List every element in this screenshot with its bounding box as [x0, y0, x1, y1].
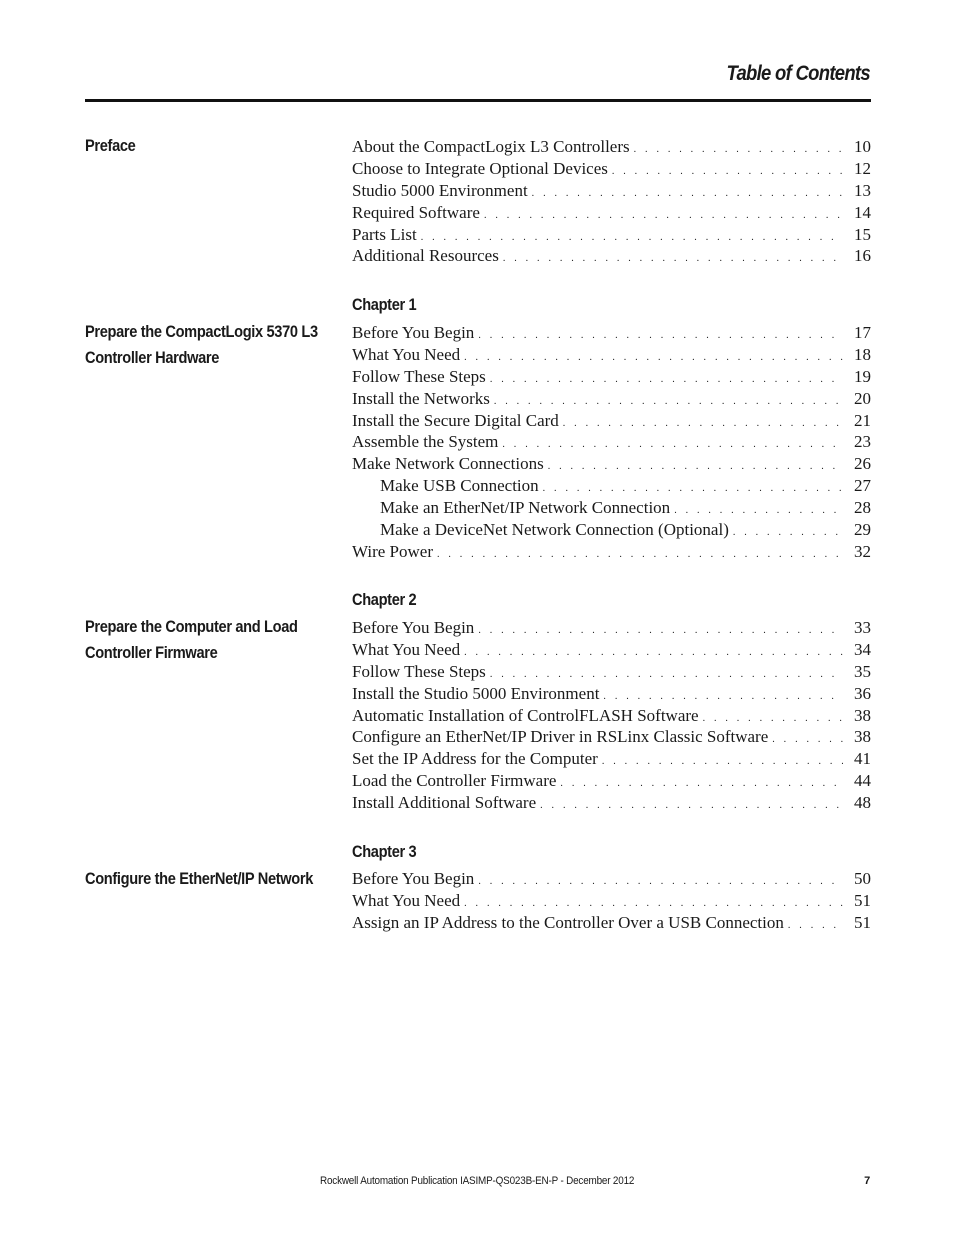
toc-entry-title: Assemble the System [352, 432, 499, 452]
dot-leader [490, 664, 843, 683]
toc-entry-title: Make a DeviceNet Network Connection (Optional) [380, 520, 729, 540]
section-heading-line: Prepare the CompactLogix 5370 L3 [85, 322, 318, 341]
toc-entry-title: What You Need [352, 639, 461, 659]
toc-entry-title: Assign an IP Address to the Controller Over a USB Connection [352, 912, 784, 932]
page-number: 7 [864, 1175, 870, 1187]
toc-entry-page: 18 [854, 344, 871, 364]
toc-entry-page: 14 [854, 202, 871, 222]
toc-entry[interactable] [352, 617, 871, 639]
toc-entry[interactable] [352, 792, 871, 814]
toc-entry-page: 16 [854, 246, 871, 266]
dot-leader [437, 544, 843, 563]
section-heading [85, 866, 314, 892]
toc-entry-page: 41 [854, 749, 871, 769]
toc-entry-title: Studio 5000 Environment [352, 180, 528, 200]
dot-leader [503, 248, 843, 267]
dot-leader [603, 686, 843, 705]
section-heading-line: Controller Firmware [85, 643, 218, 662]
toc-list [352, 136, 871, 267]
section-heading [85, 319, 318, 371]
dot-leader [478, 871, 843, 890]
toc-entry-title: Parts List [352, 224, 417, 244]
toc-entry[interactable] [352, 639, 871, 661]
toc-entry[interactable] [352, 224, 871, 246]
toc-entry-title: Make Network Connections [352, 454, 544, 474]
toc-entry-page: 36 [854, 683, 871, 703]
toc-entry-title: What You Need [352, 344, 461, 364]
toc-entry-page: 29 [854, 520, 871, 540]
toc-entry-title: Install the Studio 5000 Environment [352, 683, 600, 703]
toc-entry-title: Follow These Steps [352, 366, 486, 386]
toc-entry-title: Choose to Integrate Optional Devices [352, 158, 608, 178]
toc-entry-page: 20 [854, 388, 871, 408]
toc-entry[interactable] [352, 366, 871, 388]
dot-leader [464, 893, 843, 912]
toc-entry-page: 51 [854, 890, 871, 910]
toc-list [352, 868, 871, 934]
toc-entry-title: Install the Secure Digital Card [352, 410, 559, 430]
toc-entry-page: 15 [854, 224, 871, 244]
toc-entry[interactable] [352, 136, 871, 158]
toc-entry[interactable] [352, 661, 871, 683]
toc-entry-title: Configure an EtherNet/IP Driver in RSLinx Classic Software [352, 727, 769, 747]
dot-leader [612, 161, 843, 180]
toc-entry-title: Load the Controller Firmware [352, 771, 557, 791]
toc-entry-title: Install Additional Software [352, 793, 537, 813]
toc-entry-title: Wire Power [352, 541, 433, 561]
toc-entry[interactable] [352, 541, 871, 563]
dot-leader [563, 413, 843, 432]
toc-entry-page: 50 [854, 869, 871, 888]
toc-entry[interactable] [352, 322, 871, 344]
dot-leader [532, 183, 843, 202]
dot-leader [602, 751, 843, 770]
toc-entry[interactable] [352, 180, 871, 202]
toc-entry-title: Required Software [352, 202, 480, 222]
dot-leader [733, 522, 843, 541]
toc-entry-title: Make USB Connection [380, 476, 539, 496]
dot-leader [484, 205, 843, 224]
dot-leader [464, 642, 843, 661]
section-heading-line: Preface [85, 136, 136, 155]
toc-entry-page: 10 [854, 137, 871, 156]
dot-leader [543, 478, 843, 497]
toc-entry[interactable] [352, 344, 871, 366]
toc-entry[interactable] [352, 497, 871, 519]
chapter-label: Chapter 2 [352, 590, 417, 609]
toc-entry-page: 28 [854, 498, 871, 518]
section-heading-line: Configure the EtherNet/IP Network [85, 869, 314, 888]
toc-entry[interactable] [352, 705, 871, 727]
toc-entry[interactable] [352, 475, 871, 497]
toc-entry-title: Additional Resources [352, 246, 499, 266]
publication-info: Rockwell Automation Publication IASIMP-QS023B-EN-P - December 2012 [320, 1175, 635, 1187]
toc-entry[interactable] [352, 726, 871, 748]
toc-list [352, 617, 871, 814]
dot-leader [502, 434, 843, 453]
toc-entry-page: 21 [854, 410, 871, 430]
toc-entry[interactable] [352, 410, 871, 432]
toc-entry[interactable] [352, 519, 871, 541]
toc-entry-page: 48 [854, 793, 871, 813]
dot-leader [772, 729, 843, 748]
toc-entry[interactable] [352, 388, 871, 410]
toc-entry-page: 51 [854, 912, 871, 932]
dot-leader [674, 500, 843, 519]
toc-entry-page: 27 [854, 476, 871, 496]
toc-entry-page: 38 [854, 705, 871, 725]
toc-entry-page: 12 [854, 158, 871, 178]
toc-list [352, 322, 871, 563]
toc-entry-page: 23 [854, 432, 871, 452]
dot-leader [703, 708, 843, 727]
toc-entry[interactable] [352, 748, 871, 770]
section-heading [85, 614, 300, 666]
toc-entry-page: 33 [854, 618, 871, 637]
toc-entry-title: Before You Begin [352, 869, 475, 888]
section-heading [85, 133, 300, 159]
page-title: Table of Contents [726, 62, 870, 85]
section-heading-line: Prepare the Computer and Load [85, 617, 298, 636]
toc-entry-title: What You Need [352, 890, 461, 910]
toc-entry-page: 26 [854, 454, 871, 474]
chapter-label: Chapter 1 [352, 295, 417, 314]
toc-entry-title: Before You Begin [352, 323, 475, 342]
toc-entry-page: 34 [854, 639, 871, 659]
toc-entry-page: 44 [854, 771, 871, 791]
toc-entry[interactable] [352, 158, 871, 180]
dot-leader [421, 227, 843, 246]
dot-leader [478, 325, 843, 344]
toc-entry[interactable] [352, 202, 871, 224]
dot-leader [634, 139, 843, 158]
toc-entry[interactable] [352, 453, 871, 475]
toc-entry[interactable] [352, 912, 871, 934]
toc-entry-title: Install the Networks [352, 388, 490, 408]
toc-entry-title: About the CompactLogix L3 Controllers [352, 137, 630, 156]
dot-leader [540, 795, 843, 814]
toc-entry-page: 35 [854, 661, 871, 681]
toc-entry[interactable] [352, 245, 871, 267]
toc-entry-page: 38 [854, 727, 871, 747]
chapter-label: Chapter 3 [352, 842, 417, 861]
toc-entry-title: Before You Begin [352, 618, 475, 637]
header-rule [85, 99, 871, 102]
toc-entry[interactable] [352, 431, 871, 453]
toc-entry[interactable] [352, 770, 871, 792]
dot-leader [490, 369, 843, 388]
dot-leader [464, 347, 843, 366]
section-heading-line: Controller Hardware [85, 348, 220, 367]
toc-entry[interactable] [352, 683, 871, 705]
toc-entry-page: 17 [854, 323, 871, 342]
toc-entry[interactable] [352, 890, 871, 912]
dot-leader [560, 773, 843, 792]
toc-entry[interactable] [352, 868, 871, 890]
toc-entry-page: 32 [854, 541, 871, 561]
dot-leader [788, 915, 843, 934]
dot-leader [548, 456, 843, 475]
toc-entry-page: 13 [854, 180, 871, 200]
toc-entry-title: Automatic Installation of ControlFLASH Software [352, 705, 699, 725]
dot-leader [478, 620, 843, 639]
dot-leader [494, 391, 843, 410]
toc-entry-title: Set the IP Address for the Computer [352, 749, 598, 769]
toc-entry-title: Follow These Steps [352, 661, 486, 681]
toc-entry-page: 19 [854, 366, 871, 386]
toc-entry-title: Make an EtherNet/IP Network Connection [380, 498, 671, 518]
